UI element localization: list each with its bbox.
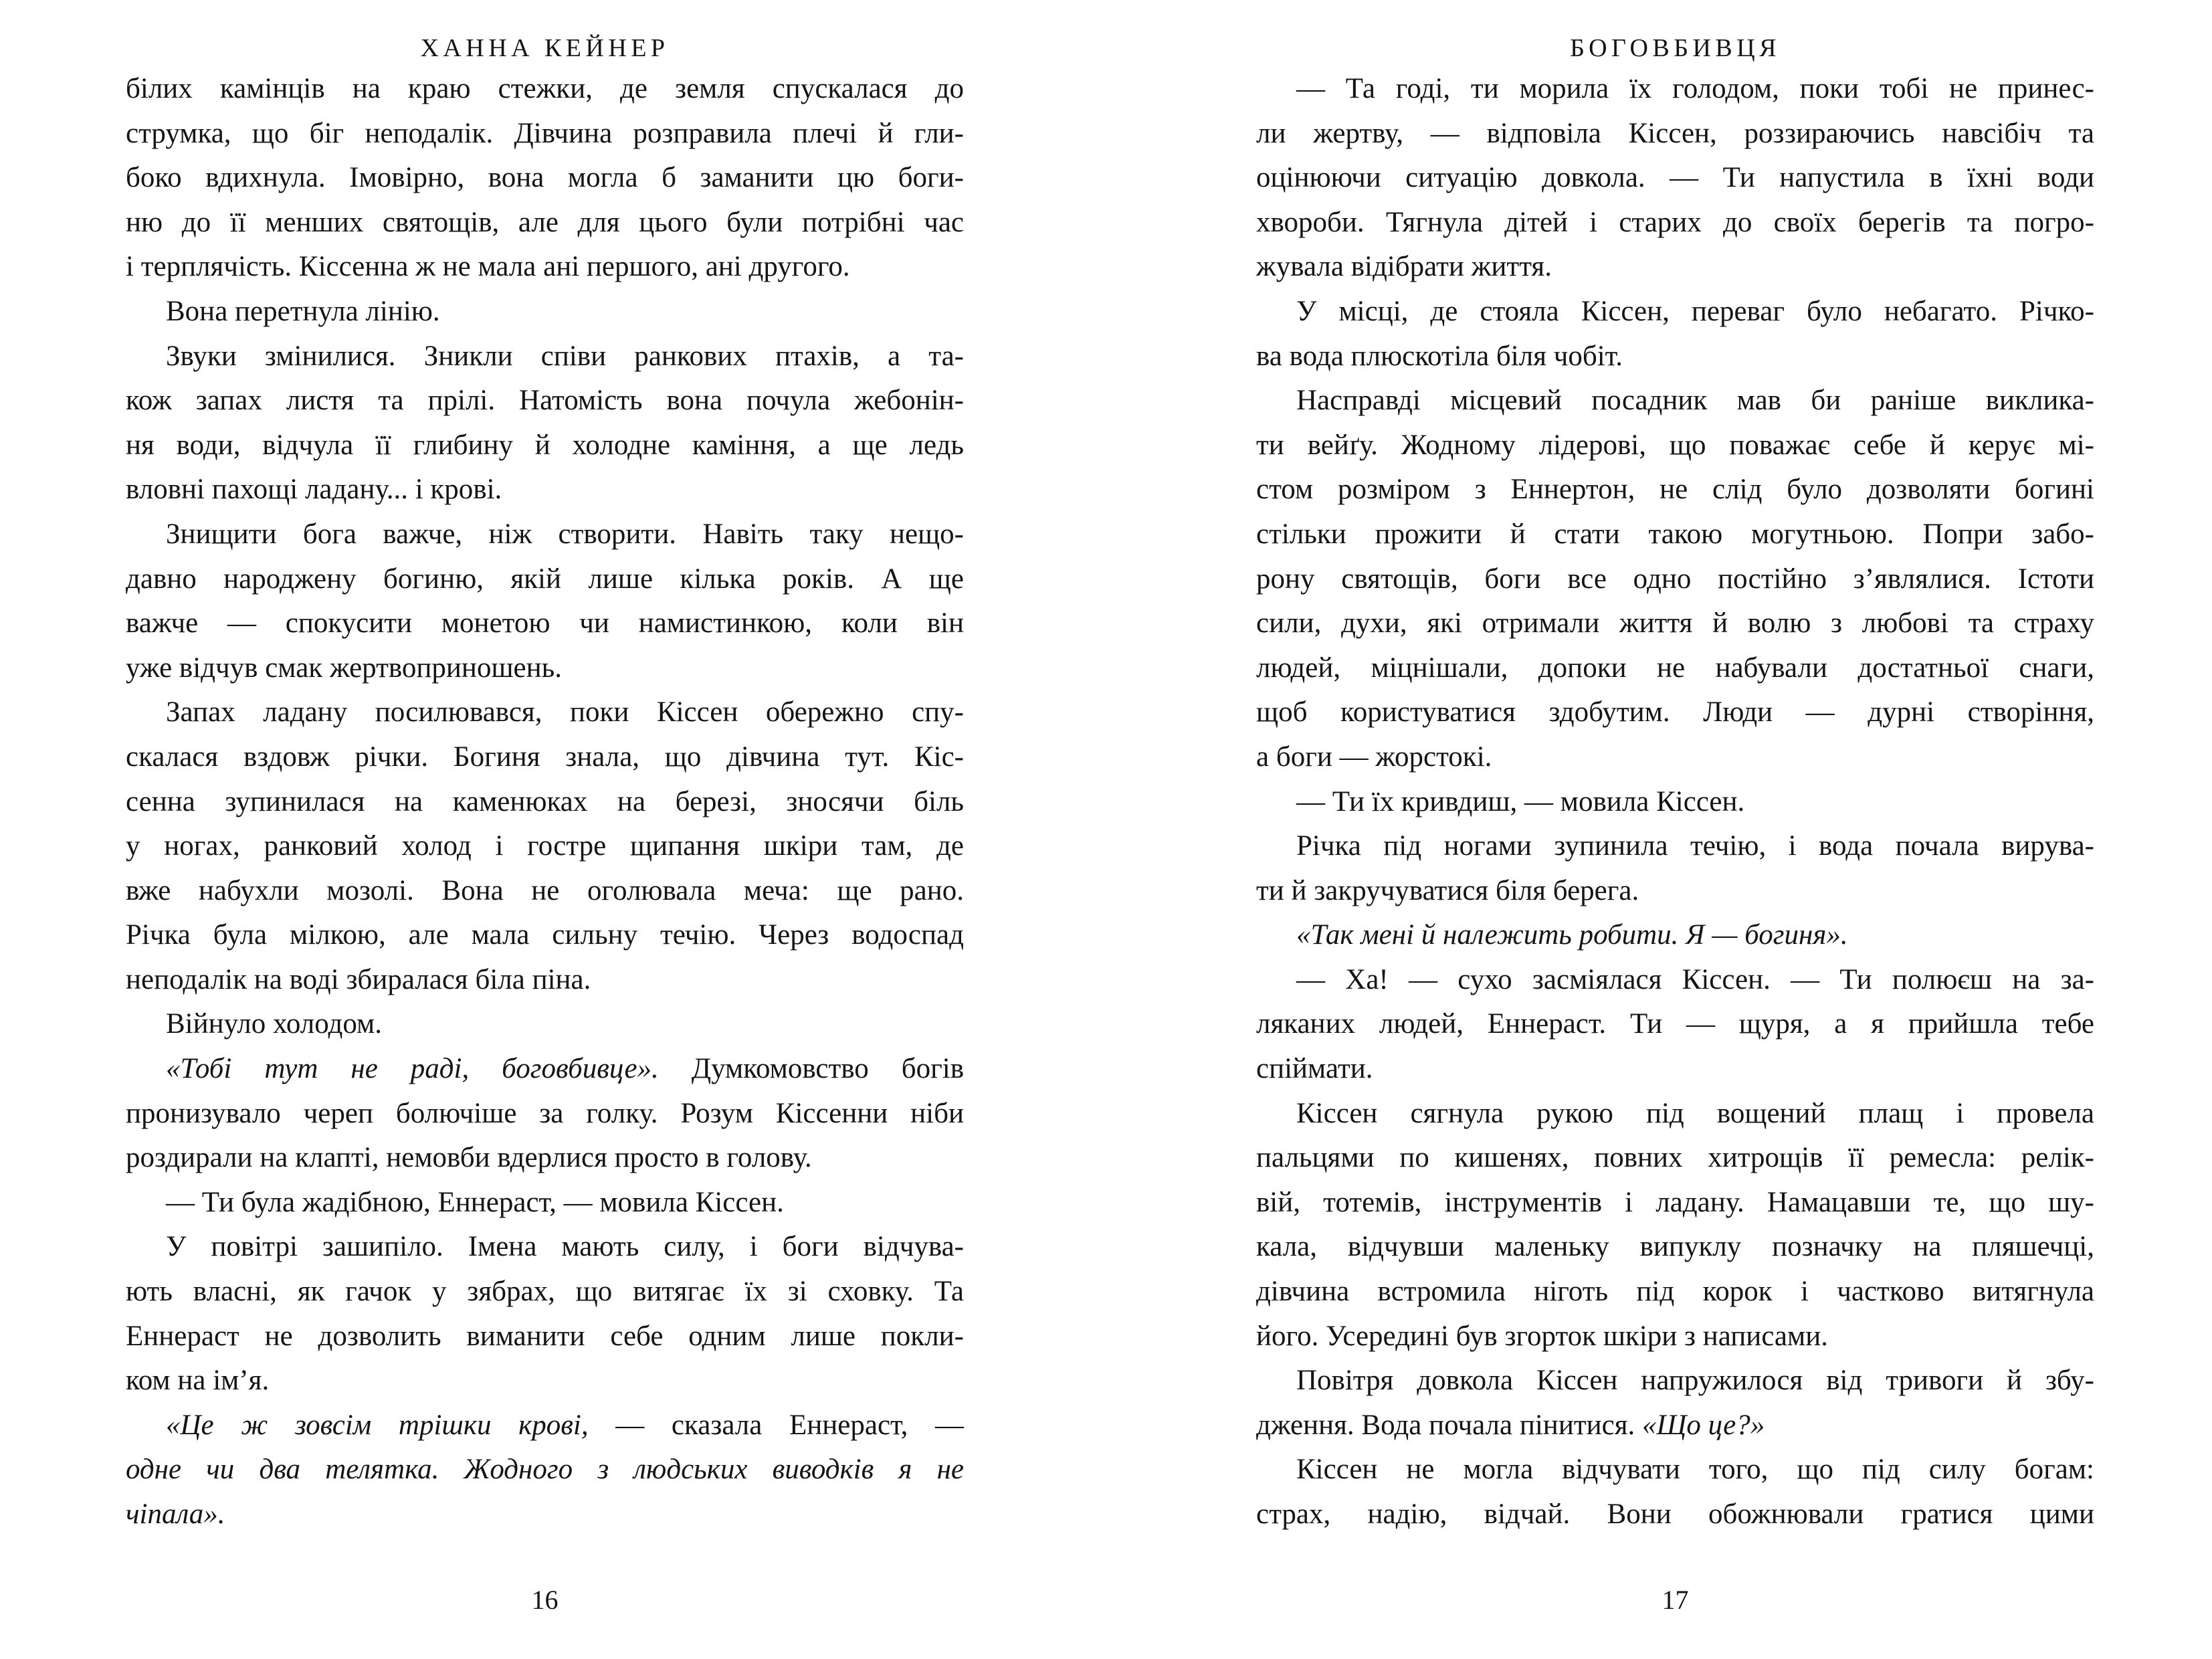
text-line <box>1256 379 2094 423</box>
text-line <box>126 334 964 379</box>
text-line <box>1256 1225 2094 1270</box>
text-run: У повітрі зашипіло. Імена мають силу, і боги відчува- <box>166 1231 964 1263</box>
text-run: ти вейґу. Жодному лідерові, що поважає себе й керує мі- <box>1256 429 2094 461</box>
italic-text-run: чіпала». <box>126 1498 225 1530</box>
text-line <box>126 290 964 334</box>
text-line <box>1256 290 2094 334</box>
italic-text-run: «Це ж зовсім трішки крові, <box>166 1409 589 1441</box>
text-line <box>126 1314 964 1359</box>
text-run: Звуки змінилися. Зникли співи ранкових птахів, а та- <box>166 340 964 372</box>
text-line <box>126 201 964 246</box>
text-line <box>126 1359 964 1403</box>
text-line <box>126 1181 964 1226</box>
text-run: ва вода плюскотіла біля чобіт. <box>1256 340 1623 372</box>
text-run: пальцями по кишенях, повних хитрощів її ремесла: релік- <box>1256 1142 2094 1174</box>
text-line <box>126 780 964 825</box>
text-line <box>1256 1359 2094 1403</box>
text-line <box>1256 334 2094 379</box>
text-run: Вона перетнула лінію. <box>166 295 440 327</box>
text-line <box>1256 1492 2094 1537</box>
italic-text-run: «Тобі тут не раді, боговбивце». <box>166 1053 659 1085</box>
text-line <box>126 735 964 780</box>
text-line <box>126 1448 964 1492</box>
text-run: кала, відчувши маленьку випуклу позначку на пляшечці, <box>1256 1231 2094 1263</box>
text-line <box>1256 958 2094 1003</box>
text-run: у ногах, ранковий холод і гостре щипання шкіри там, де <box>126 830 964 862</box>
text-line <box>126 156 964 201</box>
text-run: білих камінців на краю стежки, де земля спускалася до <box>126 73 964 104</box>
text-line <box>1256 512 2094 557</box>
text-run: Знищити бога важче, ніж створити. Навіть таку нещо- <box>166 518 964 550</box>
text-line <box>1256 735 2094 780</box>
text-run: неподалік на воді збиралася біла піна. <box>126 963 591 995</box>
text-run: струмка, що біг неподалік. Дівчина розправила плечі й гли- <box>126 117 964 149</box>
text-run: Запах ладану посилювався, поки Кіссен обережно спу- <box>166 696 964 728</box>
text-run: уже відчув смак жертвоприношень. <box>126 652 563 684</box>
text-line <box>126 1002 964 1047</box>
text-run: вловні пахощі ладану... і крові. <box>126 474 502 506</box>
text-run: оцінюючи ситуацію довкола. — Ти напустила в їхні води <box>1256 162 2094 194</box>
text-line <box>1256 468 2094 512</box>
text-run: роздирали на клапті, немовби вдерлися просто в голову. <box>126 1142 812 1174</box>
page-body-right <box>1256 67 2094 1537</box>
text-run: — сказала Еннераст, — <box>588 1409 964 1441</box>
text-line <box>126 958 964 1003</box>
text-run: У місці, де стояла Кіссен, переваг було небагато. Річко- <box>1296 295 2094 327</box>
text-line <box>1256 646 2094 691</box>
text-line <box>1256 1403 2094 1448</box>
text-run: Річка під ногами зупинила течію, і вода почала вирува- <box>1296 830 2094 862</box>
text-run: боко вдихнула. Імовірно, вона могла б заманити цю боги- <box>126 162 964 194</box>
text-line <box>1256 1047 2094 1092</box>
text-line <box>126 646 964 691</box>
text-run: страх, надію, відчай. Вони обожнювали гратися цими <box>1256 1498 2094 1530</box>
text-run: дівчина встромила ніготь під корок і частково витягнула <box>1256 1276 2094 1308</box>
text-run: ють власні, як гачок у зябрах, що витягає їх зі сховку. Та <box>126 1276 964 1308</box>
text-line <box>1256 780 2094 825</box>
text-run: Еннераст не дозволить виманити себе одним лише покли- <box>126 1320 964 1352</box>
text-run: спіймати. <box>1256 1053 1373 1085</box>
text-line <box>1256 601 2094 646</box>
text-line <box>1256 1448 2094 1492</box>
running-header-title: БОГОВБИВЦЯ <box>1570 34 1781 62</box>
text-run: — Та годі, ти морила їх голодом, поки тобі не принес- <box>1296 73 2094 104</box>
text-line <box>126 1270 964 1314</box>
text-line <box>1256 557 2094 602</box>
text-run: ню до її менших святощів, але для цього були потрібні час <box>126 206 964 238</box>
text-run: жувала відібрати життя. <box>1256 251 1552 283</box>
text-line <box>126 67 964 112</box>
text-run: ти й закручуватися біля берега. <box>1256 874 1639 906</box>
text-line <box>1256 1181 2094 1226</box>
page-number-right: 17 <box>1662 1585 1689 1615</box>
text-line <box>126 1047 964 1092</box>
italic-text-run: одне чи два телятка. Жодного з людських виводків я не <box>126 1454 964 1486</box>
text-line <box>126 1136 964 1181</box>
text-run: давно народжену богиню, якій лише кілька років. А ще <box>126 563 964 595</box>
text-run: дження. Вода почала пінитися. <box>1256 1409 1642 1441</box>
text-line <box>126 1492 964 1537</box>
text-line <box>126 1403 964 1448</box>
text-line <box>126 423 964 468</box>
text-run: а боги — жорстокі. <box>1256 741 1492 773</box>
text-run: Насправді місцевий посадник мав би раніше виклика- <box>1296 385 2094 417</box>
text-line <box>126 869 964 914</box>
text-line <box>126 690 964 735</box>
text-line <box>1256 423 2094 468</box>
text-line <box>126 1092 964 1137</box>
text-run: сили, духи, які отримали життя й волю з любові та страху <box>1256 607 2094 640</box>
text-run: його. Усередині був згорток шкіри з написами. <box>1256 1320 1828 1352</box>
text-run: щоб користуватися здобутим. Люди — дурні створіння, <box>1256 696 2094 728</box>
text-line <box>126 379 964 423</box>
text-run: скалася вздовж річки. Богиня знала, що дівчина тут. Кіс- <box>126 741 964 773</box>
text-run: вже набухли мозолі. Вона не оголювала меча: ще рано. <box>126 874 964 906</box>
text-line <box>1256 245 2094 290</box>
text-line <box>126 468 964 512</box>
page-body-left <box>126 67 964 1537</box>
text-line <box>1256 156 2094 201</box>
text-line <box>1256 1314 2094 1359</box>
page-number-left: 16 <box>531 1585 559 1615</box>
text-run: Війнуло холодом. <box>166 1008 383 1040</box>
text-run: кож запах листя та прілі. Натомість вона почула жебонін- <box>126 385 964 417</box>
text-run: сенна зупинилася на каменюках на березі, зносячи біль <box>126 785 964 817</box>
text-run: рону святощів, боги все одно постійно з’являлися. Істоти <box>1256 563 2094 595</box>
italic-text-run: «Так мені й належить робити. Я — богиня». <box>1296 919 1848 951</box>
text-line <box>126 245 964 290</box>
text-run: людей, міцнішали, допоки не набували достатньої снаги, <box>1256 652 2094 684</box>
text-run: ляканих людей, Еннераст. Ти — щуря, а я прийшла тебе <box>1256 1008 2094 1040</box>
text-line <box>126 557 964 602</box>
text-run: ня води, відчула її глибину й холодне каміння, а ще ледь <box>126 429 964 461</box>
text-line <box>126 112 964 157</box>
text-line <box>126 824 964 869</box>
text-run: Кіссен не могла відчувати того, що під силу богам: <box>1296 1454 2094 1486</box>
page-right <box>1256 0 2094 1659</box>
text-run: пронизувало череп болючіше за голку. Розум Кіссенни ніби <box>126 1097 964 1129</box>
running-header-author: ХАННА КЕЙНЕР <box>420 34 670 62</box>
text-run: і терплячість. Кіссенна ж не мала ані першого, ані другого. <box>126 251 850 283</box>
text-line <box>126 913 964 958</box>
text-line <box>1256 112 2094 157</box>
text-line <box>1256 1002 2094 1047</box>
text-line <box>1256 824 2094 869</box>
italic-text-run: «Що це?» <box>1642 1409 1765 1441</box>
text-run: Кіссен сягнула рукою під вощений плащ і провела <box>1296 1097 2094 1129</box>
text-run: стільки прожити й стати такою могутньою. Попри забо- <box>1256 518 2094 550</box>
page-left <box>126 0 964 1659</box>
text-line <box>126 512 964 557</box>
text-line <box>1256 67 2094 112</box>
text-line <box>1256 1092 2094 1137</box>
text-run: ком на ім’я. <box>126 1365 270 1397</box>
text-run: стом розміром з Еннертон, не слід було дозволяти богині <box>1256 474 2094 506</box>
text-line <box>1256 201 2094 246</box>
text-run: вій, тотемів, інструментів і ладану. Намацавши те, що шу- <box>1256 1186 2094 1218</box>
text-run: — Ти була жадібною, Еннераст, — мовила Кіссен. <box>166 1186 784 1218</box>
text-run: Річка була мілкою, але мала сильну течію. Через водоспад <box>126 919 964 951</box>
text-line <box>1256 1136 2094 1181</box>
text-run: Повітря довкола Кіссен напружилося від тривоги й збу- <box>1296 1365 2094 1397</box>
text-run: — Ти їх кривдиш, — мовила Кіссен. <box>1296 785 1745 817</box>
text-line <box>1256 690 2094 735</box>
text-run: важче — спокусити монетою чи намистинкою, коли він <box>126 607 964 640</box>
text-line <box>126 1225 964 1270</box>
text-run: — Ха! — сухо засміялася Кіссен. — Ти полюєш на за- <box>1296 963 2094 995</box>
text-line <box>1256 913 2094 958</box>
text-run: ли жертву, — відповіла Кіссен, роззираючись навсібіч та <box>1256 117 2094 149</box>
text-line <box>126 601 964 646</box>
text-run: хвороби. Тягнула дітей і старих до своїх берегів та погро- <box>1256 206 2094 238</box>
text-line <box>1256 1270 2094 1314</box>
text-run: Думкомовство богів <box>658 1053 964 1085</box>
text-line <box>1256 869 2094 914</box>
